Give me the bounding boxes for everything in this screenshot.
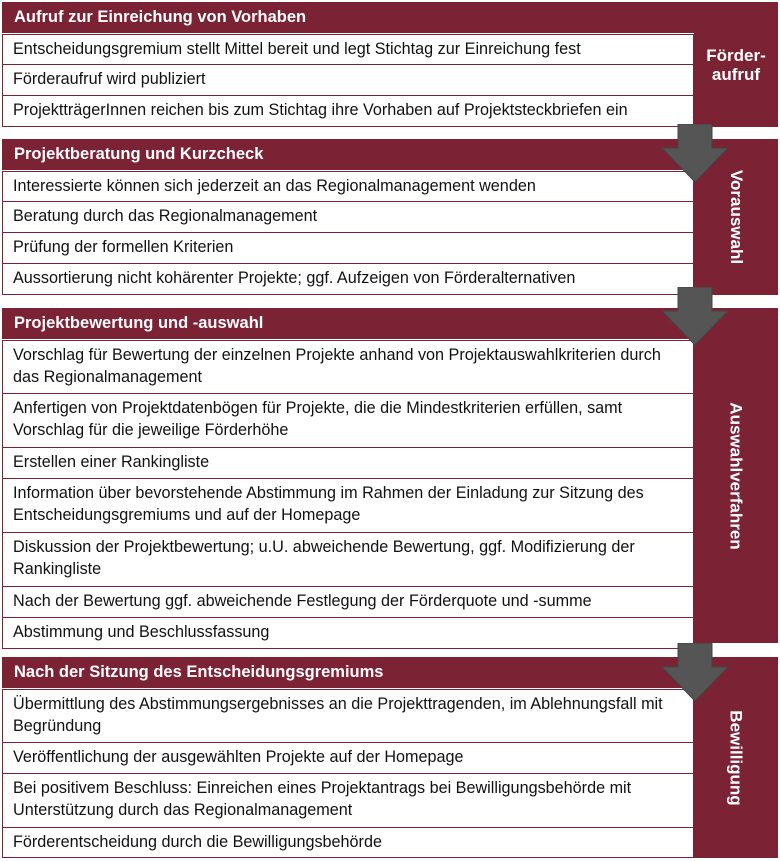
- phase-label-line: Förder-: [706, 45, 766, 65]
- section-header: Aufruf zur Einreichung von Vorhaben: [2, 2, 694, 33]
- down-arrow-icon: [660, 124, 730, 184]
- step-list: [2, 34, 694, 127]
- step-list: [2, 689, 694, 858]
- step-row: Diskussion der Projektbewertung; u.U. abweichende Bewertung, ggf. Modifizierung der Rankingliste: [2, 533, 694, 587]
- step-row: Förderaufruf wird publiziert: [2, 65, 694, 96]
- step-row: Erstellen einer Rankingliste: [2, 448, 694, 479]
- step-row: Interessierte können sich jederzeit an das Regionalmanagement wenden: [2, 171, 694, 202]
- step-row: Beratung durch das Regionalmanagement: [2, 202, 694, 233]
- phase-label: Auswahlverfahren: [727, 401, 747, 550]
- step-row: Übermittlung des Abstimmungsergebnisses an die Projekttragenden, im Ablehnungsfall mit Begründung: [2, 689, 694, 743]
- step-row: Veröffentlichung der ausgewählten Projekte auf der Homepage: [2, 743, 694, 774]
- section-header: Projektbewertung und -auswahl: [2, 308, 694, 339]
- step-row: Vorschlag für Bewertung der einzelnen Projekte anhand von Projektauswahlkriterien durch das Regionalmanagement: [2, 340, 694, 394]
- phase-label: Vorauswahl: [727, 169, 746, 265]
- step-row: ProjektträgerInnen reichen bis zum Stichtag ihre Vorhaben auf Projektsteckbriefen ein: [2, 96, 694, 127]
- step-row: Bei positivem Beschluss: Einreichen eines Projektantrags bei Bewilligungsbehörde mit Unterstützung durch das Regionalmanagement: [2, 774, 694, 828]
- step-row: Abstimmung und Beschlussfassung: [2, 618, 694, 649]
- down-arrow-icon: [660, 643, 730, 703]
- step-row: Förderentscheidung durch die Bewilligungsbehörde: [2, 828, 694, 858]
- section-foerderaufruf: [2, 2, 778, 127]
- step-row: Prüfung der formellen Kriterien: [2, 233, 694, 264]
- phase-label-line: aufruf: [711, 64, 761, 84]
- step-row: Nach der Bewertung ggf. abweichende Festlegung der Förderquote und -summe: [2, 587, 694, 618]
- phase-label: Bewilligung: [727, 709, 747, 806]
- section-auswahlverfahren: [2, 308, 778, 643]
- step-list: [2, 171, 694, 295]
- section-header: Nach der Sitzung des Entscheidungsgremiums: [2, 657, 694, 688]
- down-arrow-icon: [660, 287, 730, 347]
- step-row: Entscheidungsgremium stellt Mittel bereit und legt Stichtag zur Einreichung fest: [2, 34, 694, 65]
- section-header: Projektberatung und Kurzcheck: [2, 139, 694, 170]
- phase-label-box: [694, 308, 778, 643]
- step-row: Information über bevorstehende Abstimmung im Rahmen der Einladung zur Sitzung des Entscheidungsgremiums und auf der Homepage: [2, 479, 694, 533]
- step-list: [2, 340, 694, 649]
- step-row: Aussortierung nicht kohärenter Projekte; ggf. Aufzeigen von Förderalternativen: [2, 264, 694, 295]
- phase-label-box: [694, 2, 778, 127]
- step-row: Anfertigen von Projektdatenbögen für Projekte, die die Mindestkriterien erfüllen, samt Vorschlag für die jeweilige Förderhöhe: [2, 394, 694, 448]
- phase-label: [694, 2, 778, 127]
